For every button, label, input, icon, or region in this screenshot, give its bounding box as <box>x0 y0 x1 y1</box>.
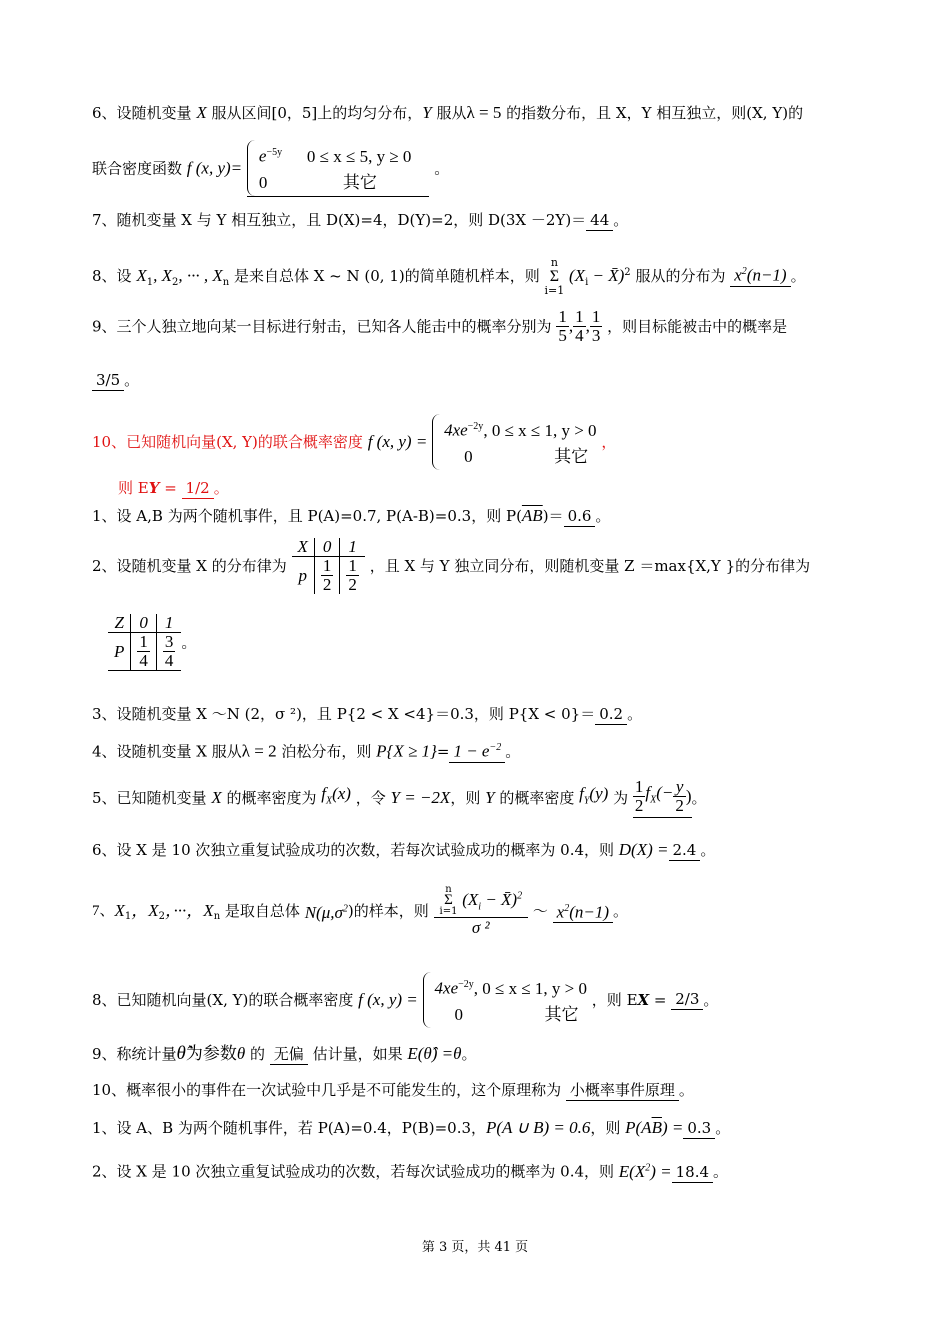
c2-line: 2、设 X 是 10 次独立重复试验成功的次数，若每次试验成功的概率为 0.4，则 $E(X^2) = 18.4$ 。 <box>92 1161 729 1181</box>
distribution-table-x: X 0 1 p $\frac{1}{2}$ $\frac{1}{2}$ <box>292 538 365 594</box>
q8-line: 8、设 $X_1$, $X_2$, ··· , $X_n$ 是来自总体 X ~ N (0, 1)的简单随机样本，则 n Σ i=1 ($X_i$ − X̄)$^2$ 服从的分布为 $x^2(n-1)$ 。 <box>92 256 806 297</box>
b3-line: 3、设随机变量 X ～N (2，σ ²)，且 P{2 < X <4}＝0.3，则 P{X < 0}＝ 0.2 。 <box>92 705 643 723</box>
b2-line1: 2、设随机变量 X 的分布律为 X 0 1 p $\frac{1}{2}$ $\frac{1}{2}$ ，且 X 与 Y 独立同分布，则随机变量 Z ＝max{X,Y }的分布律为 <box>92 537 811 594</box>
piecewise-density-q10: $4xe^{-2y}$, 0 ≤ x ≤ 1, y > 0 0 其它 <box>432 414 596 470</box>
q9-line2: 3/5 。 <box>92 370 139 391</box>
b2-line2: Z 0 1 P $\frac{1}{4}$ $\frac{3}{4}$ 。 <box>108 614 196 671</box>
q9-line1: 9、三个人独立地向某一目标进行射击，已知各人能击中的概率分别为 $\frac{1}{5}$ , $\frac{1}{4}$ , $\frac{1}{3}$ ，则目标能被击中的概率是 <box>92 307 788 345</box>
q6-line2: 联合密度函数 f (x, y)= $e^{-5y}$ 0 ≤ x ≤ 5, y ≥ 0 0 其它 。 <box>92 140 449 197</box>
b1-line: 1、设 A,B 为两个随机事件，且 P(A)=0.7, P(A-B)=0.3，则 $P(\overline{AB})= 0.6$ 。 <box>92 506 611 525</box>
b9-line: 9、称统计量θ̂为参数θ 的 无偏 估计量，如果 E(θ̂) =θ。 <box>92 1043 477 1064</box>
b5-line: 5、已知随机变量 X 的概率密度为 $f_X(x)$ ，令 Y = −2X，则 Y 的概率密度 $f_Y(y)$ 为 $\frac{1}{2}$ $f_X(-$ $\frac{y}{2}$ )。 <box>92 778 707 818</box>
c1-line: 1、设 A、B 为两个随机事件，若 P(A)=0.4，P(B)=0.3，P(A ∪ B) = 0.6，则 $P(A\overline{B}) = 0.3$ 。 <box>92 1118 731 1137</box>
b4-line: 4、设随机变量 X 服从λ = 2 泊松分布，则 $P\{X \ge 1\}= 1 - e^{-2}$ 。 <box>92 738 520 763</box>
b7-line: 7、$X_1$，$X_2$，···，$X_n$ 是取自总体 $N(\mu,\sigma^2)$的样本，则 n Σ i=1 ($X_i$ − X̄)$^2$ σ ² ～ $x^2(n-1)$ 。 <box>92 884 629 937</box>
b6-line: 6、设 X 是 10 次独立重复试验成功的次数，若每次试验成功的概率为 0.4，则 D(X) = 2.4 。 <box>92 840 716 859</box>
q7-line: 7、随机变量 X 与 Y 相互独立，且 D(X)=4，D(Y)=2，则 D(3X －2Y)＝ 44 。 <box>92 211 629 229</box>
q10-line2: 则 EY = 1/2 。 <box>118 479 229 497</box>
page-footer: 第 3 页，共 41 页 <box>421 1240 529 1255</box>
b10-line: 10、概率很小的事件在一次试验中几乎是不可能发生的，这个原理称为 小概率事件原理 。 <box>92 1081 694 1099</box>
b7-fraction: n Σ i=1 ($X_i$ − X̄)$^2$ σ ² <box>434 884 529 938</box>
q6-line1: 6、设随机变量 X 服从区间[0，5]上的均匀分布，Y 服从λ = 5 的指数分布，且 X，Y 相互独立，则(X, Y)的 <box>92 103 804 122</box>
piecewise-density: $e^{-5y}$ 0 ≤ x ≤ 5, y ≥ 0 0 其它 <box>247 140 430 197</box>
b5-answer: $\frac{1}{2}$ $f_X(-$ $\frac{y}{2}$ ) <box>633 778 692 818</box>
distribution-table-z: Z 0 1 P $\frac{1}{4}$ $\frac{3}{4}$ <box>108 614 181 671</box>
piecewise-density-b8: $4xe^{-2y}$, 0 ≤ x ≤ 1, y > 0 0 其它 <box>423 972 587 1028</box>
b8-line: 8、已知随机向量(X, Y)的联合概率密度 f (x, y) = $4xe^{-2y}$, 0 ≤ x ≤ 1, y > 0 0 其它 ，则 EX = 2/3 。 <box>92 972 718 1028</box>
q10-line1: 10、已知随机向量(X, Y)的联合概率密度 f (x, y) = $4xe^{-2y}$, 0 ≤ x ≤ 1, y > 0 0 其它 ， <box>92 414 616 470</box>
